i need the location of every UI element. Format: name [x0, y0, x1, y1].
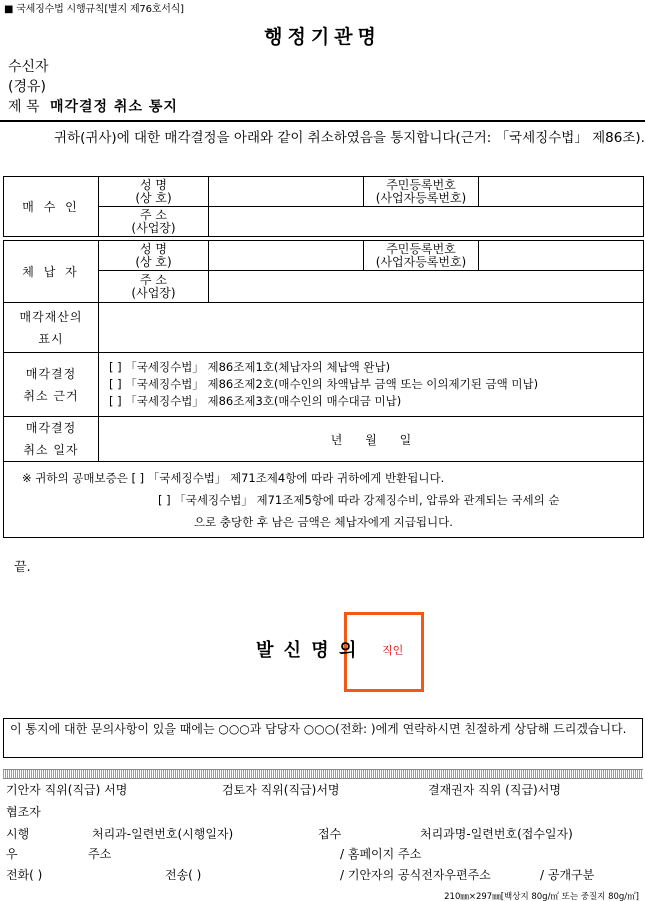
- buyer-address-label: 주 소 (사업장): [99, 207, 209, 237]
- taxpayer-address-value[interactable]: [209, 271, 644, 303]
- fax-label: 전송( ): [165, 868, 202, 882]
- date-row: [4, 417, 644, 462]
- taxpayer-address-row: [4, 271, 644, 303]
- taxpayer-id-label: 주민등록번호 (사업자등록번호): [364, 241, 479, 271]
- deposit-notes: [4, 462, 644, 538]
- buyer-address-row: [4, 207, 644, 237]
- email-label: / 기안자의 공식전자우편주소: [340, 868, 491, 882]
- subject-value: 매각결정 취소 통지: [49, 99, 178, 115]
- reason-options: [99, 353, 644, 417]
- property-value[interactable]: [99, 303, 644, 353]
- note-2: [ ] 「국세징수법」 제71조제5항에 따라 강제징수비, 압류와 관계되는 국세의 순: [158, 492, 560, 507]
- inquiry-box: 이 통지에 대한 문의사항이 있을 때에는 ○○○과 담당자 ○○○(전화: )에게 연락하시면 친절하게 상담해 드리겠습니다.: [3, 718, 643, 758]
- note-3: 으로 충당한 후 남은 금액은 체납자에게 지급됩니다.: [194, 514, 453, 529]
- taxpayer-id-value[interactable]: [479, 241, 644, 271]
- enforce-number: 처리과-일련번호(시행일자): [92, 827, 234, 841]
- reason-label: 매각결정 취소 근거: [4, 353, 99, 417]
- receipt-number: 처리과명-일련번호(접수일자): [420, 827, 573, 841]
- agency-name: 행정기관명: [264, 26, 381, 48]
- zip-label: 우: [6, 847, 18, 861]
- reason-option-2[interactable]: [ ] 「국세징수법」 제86조제2호(매수인의 차액납부 금액 또는 이의제기된 금액 미납): [109, 377, 539, 391]
- date-label: 매각결정 취소 일자: [4, 417, 99, 462]
- reason-option-3[interactable]: [ ] 「국세징수법」 제86조제3호(매수인의 매수대금 미납): [109, 394, 402, 408]
- address-label: 주소: [88, 847, 112, 861]
- subject-line: [8, 96, 178, 116]
- body-text: 귀하(귀사)에 대한 매각결정을 아래와 같이 취소하였음을 통지합니다(근거: 「국세징수법」 제86조).: [54, 130, 645, 146]
- reason-option-1[interactable]: [ ] 「국세징수법」 제86조제1호(체납자의 체납액 완납): [109, 360, 391, 374]
- taxpayer-name-label: 성 명 (상 호): [99, 241, 209, 271]
- hatch-divider: [3, 769, 643, 779]
- subject-label: 제 목: [8, 99, 40, 115]
- date-value[interactable]: 년 월 일: [99, 417, 644, 462]
- buyer-name-value[interactable]: [209, 177, 364, 207]
- homepage-label: / 홈페이지 주소: [340, 847, 422, 861]
- taxpayer-label: 체 납 자: [4, 241, 99, 303]
- receipt-label: 접수: [318, 827, 342, 841]
- disclosure-label: / 공개구분: [540, 868, 595, 882]
- buyer-label: 매 수 인: [4, 177, 99, 237]
- buyer-id-value[interactable]: [479, 177, 644, 207]
- drafter: 기안자 직위(직급) 서명: [6, 783, 128, 797]
- end-mark: 끝.: [14, 560, 31, 575]
- recipient-label: 수신자: [8, 59, 49, 75]
- property-row: [4, 303, 644, 353]
- subject-divider: [0, 120, 645, 122]
- taxpayer-name-row: [4, 241, 644, 271]
- buyer-id-label: 주민등록번호 (사업자등록번호): [364, 177, 479, 207]
- buyer-name-row: [4, 177, 644, 207]
- paper-spec: 210㎜×297㎜[백상지 80g/㎡ 또는 중질지 80g/㎡]: [444, 892, 639, 901]
- taxpayer-address-label: 주 소 (사업장): [99, 271, 209, 303]
- buyer-address-value[interactable]: [209, 207, 644, 237]
- reviewer: 검토자 직위(직급)서명: [222, 783, 340, 797]
- notice-table: [3, 176, 644, 538]
- reason-row: [4, 353, 644, 417]
- phone-label: 전화( ): [6, 868, 43, 882]
- form-id: ■ 국세징수법 시행규칙[별지 제76호서식]: [4, 4, 184, 15]
- approver: 결재권자 직위 (직급)서명: [428, 783, 561, 797]
- enforce-label: 시행: [6, 827, 30, 841]
- via-label: (경유): [8, 79, 46, 95]
- taxpayer-name-value[interactable]: [209, 241, 364, 271]
- property-label: 매각재산의 표시: [4, 303, 99, 353]
- note-1: ※ 귀하의 공매보증은 [ ] 「국세징수법」 제71조제4항에 따라 귀하에게 반환됩니다.: [22, 470, 445, 485]
- sender-name: 발 신 명 의: [256, 640, 359, 661]
- cooperator: 협조자: [6, 805, 41, 819]
- seal-text: 직인: [382, 644, 404, 657]
- notes-row: [4, 462, 644, 538]
- buyer-name-label: 성 명 (상 호): [99, 177, 209, 207]
